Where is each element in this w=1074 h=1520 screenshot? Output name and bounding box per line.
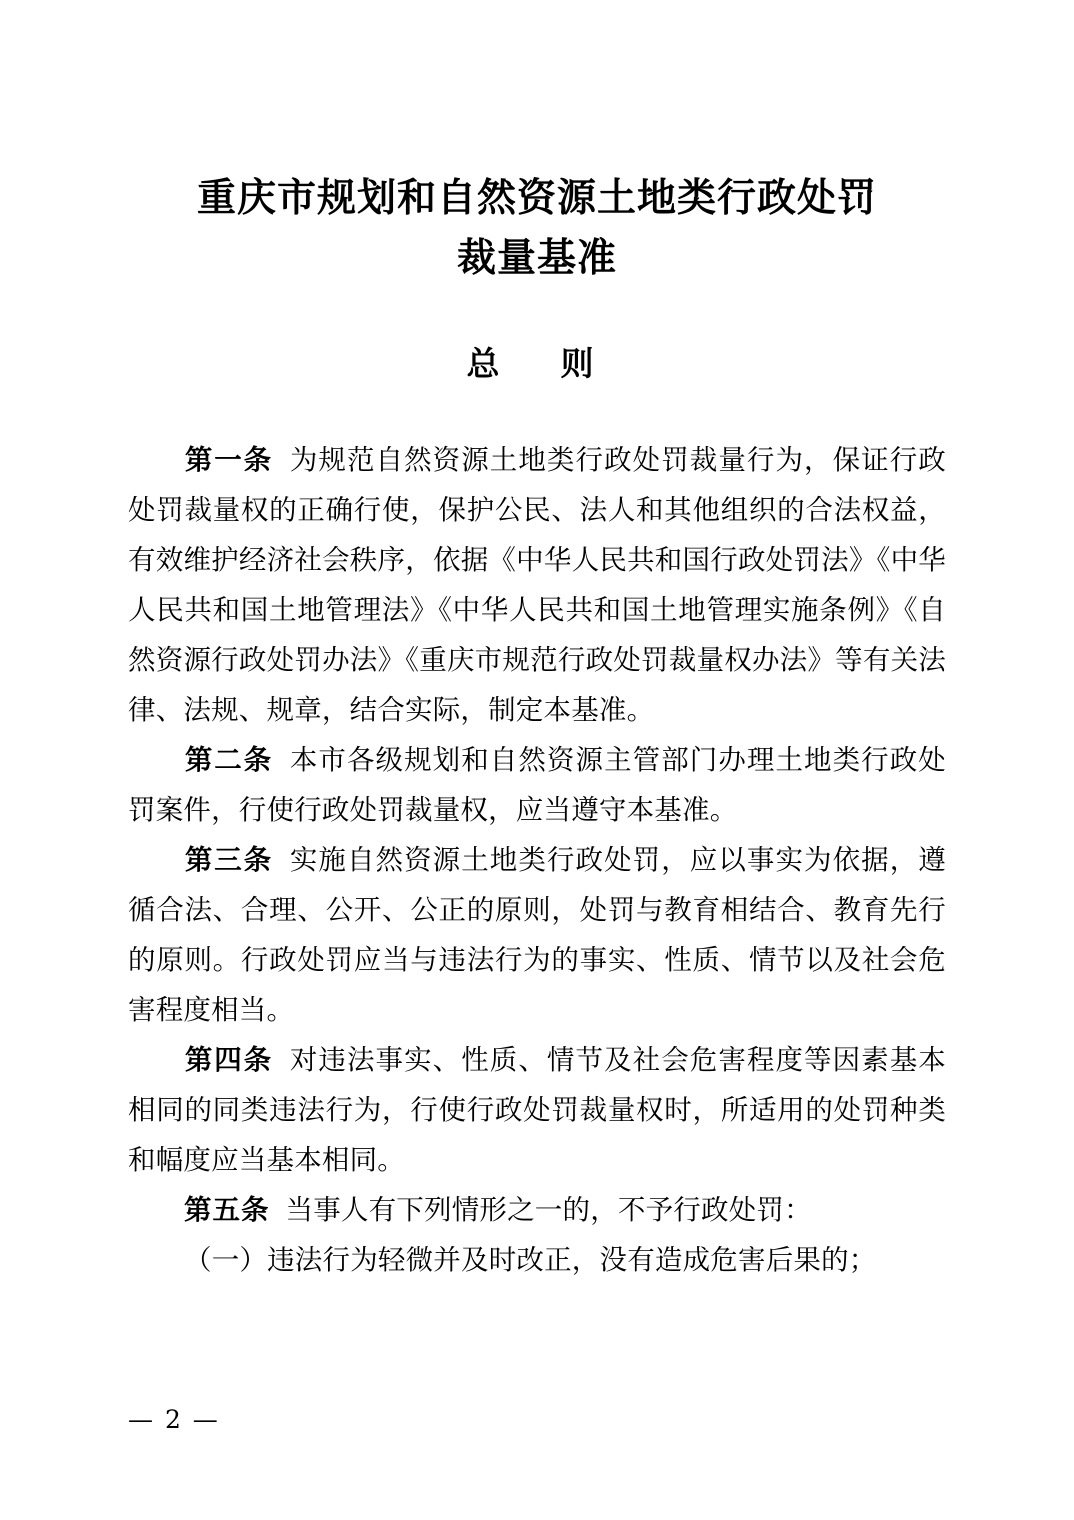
list-item-1 [128,1235,946,1285]
article-number-4: 第四条 [184,1044,273,1077]
article-number-5: 第五条 [184,1194,270,1227]
article-text-4: 对违法事实、性质、情节及社会危害程度等因素基本相同的同类违法行为，行使行政处罚裁量权时，所适用的处罚种类和幅度应当基本相同。 [128,1044,946,1177]
page-title-line-1: 重庆市规划和自然资源土地类行政处罚 [196,175,877,221]
article-text-2: 本市各级规划和自然资源主管部门办理土地类行政处罚案件，行使行政处罚裁量权，应当遵守本基准。 [128,744,946,827]
list-item-text-1: 违法行为轻微并及时改正，没有造成危害后果的； [267,1244,877,1277]
list-item-label-1: （一） [184,1244,268,1277]
article-number-2: 第二条 [184,744,273,777]
article-number-1: 第一条 [184,444,273,477]
article-paragraph-2 [128,735,946,835]
page-title-line-2: 裁量基准 [456,235,617,282]
article-number-3: 第三条 [184,844,273,877]
page-title [128,0,946,289]
article-text-3: 实施自然资源土地类行政处罚，应以事实为依据，遵循合法、合理、公开、公正的原则，处罚与教育相结合、教育先行的原则。行政处罚应当与违法行为的事实、性质、情节以及社会危害程度相当。 [128,844,946,1027]
article-paragraph-3 [128,835,946,1035]
article-paragraph-1 [128,435,946,735]
article-paragraph-4 [128,1035,946,1185]
article-text-1: 为规范自然资源土地类行政处罚裁量行为，保证行政处罚裁量权的正确行使，保护公民、法人和其他组织的合法权益，有效维护经济社会秩序，依据《中华人民共和国行政处罚法》《中华人民共和国土地管理法》《中华人民共和国土地管理实施条例》《自然资源行政处罚办法》《重庆市规范行政处罚裁量权办法》等有关法律、法规、规章，结合实际，制定本基准。 [128,444,946,727]
article-paragraph-5 [128,1185,946,1235]
article-text-5: 当事人有下列情形之一的，不予行政处罚： [285,1194,812,1227]
section-heading: 总 则 [466,343,608,383]
page-number: — 2 — [128,1405,220,1434]
document-body [128,387,946,1285]
